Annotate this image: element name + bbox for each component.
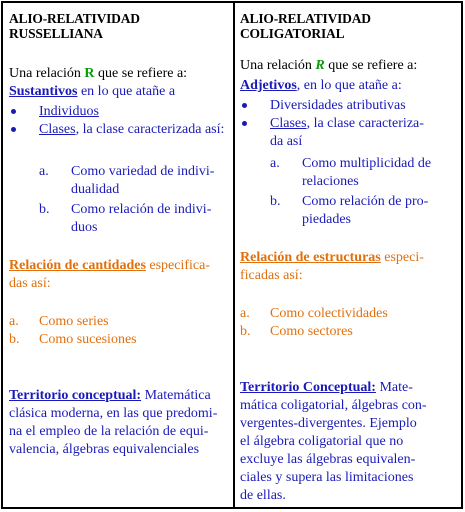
right-territory: [240, 379, 454, 505]
left-bullet-clases-text: [39, 121, 227, 139]
right-column: [235, 3, 461, 507]
right-kind-label: Adjetivos: [240, 78, 297, 93]
right-sub-a-line1: Como multiplicidad de: [302, 156, 432, 171]
right-kind-line: [240, 77, 454, 95]
left-territory-label: Territorio conceptual:: [9, 388, 142, 403]
left-bullet-list: [9, 103, 227, 139]
right-territory-l4: el álgebra coligatorial que no: [240, 434, 404, 449]
left-sublist: [9, 163, 227, 237]
left-bullet-clases-rest: , la clase caracterizada así:: [75, 122, 225, 137]
list-item: [240, 193, 454, 229]
right-list: [240, 305, 454, 341]
list-item: [240, 323, 454, 341]
left-territory-l2: clásica moderna, en las que predomi-: [9, 406, 218, 421]
bullet-dot-icon: [11, 127, 16, 132]
list-item: [9, 201, 227, 237]
left-sub-a-line1: Como variedad de indivi-: [71, 164, 215, 179]
right-bullet-clases-l2: da así: [270, 134, 303, 149]
left-kind-rest: en lo que atañe a: [77, 84, 176, 99]
bullet-dot-icon: [242, 121, 247, 126]
left-sub-a-line2: dualidad: [71, 182, 120, 197]
bullet-dot-icon: [11, 109, 16, 114]
right-sub-a-line2: relaciones: [302, 174, 359, 189]
right-sub-b: [302, 193, 454, 229]
comparison-table: [1, 1, 463, 509]
right-intro-pre: Una relación: [240, 58, 316, 73]
left-column: [3, 3, 235, 507]
list-item: [240, 115, 454, 151]
left-section-rest-l1: especifica-: [145, 258, 211, 273]
left-bullet-individuos: Individuos: [39, 104, 99, 119]
left-sub-b-marker: b.: [39, 202, 50, 217]
left-intro-post: que se refiere a:: [94, 66, 188, 81]
right-list-b-marker: b.: [240, 324, 251, 339]
left-sub-b-line1: Como relación de indivi-: [71, 202, 212, 217]
right-list-a: Como colectividades: [270, 306, 388, 321]
left-intro-pre: Una relación: [9, 66, 85, 81]
bullet-dot-icon: [242, 103, 247, 108]
right-sub-a-marker: a.: [270, 156, 280, 171]
right-bullet-clases: Clases: [270, 116, 307, 131]
left-title: [9, 11, 227, 41]
list-item: [9, 163, 227, 199]
right-sub-b-line1: Como relación de pro-: [302, 194, 429, 209]
right-section-label: Relación de estructuras: [240, 250, 381, 265]
right-bullet-diversidades: Diversidades atributivas: [270, 98, 406, 113]
right-territory-l6: ciales y supera las limitaciones: [240, 470, 414, 485]
right-territory-label: Territorio Conceptual:: [240, 380, 376, 395]
left-list: [9, 313, 227, 349]
left-section: [9, 257, 227, 293]
right-bullet-list: [240, 97, 454, 151]
list-item: [240, 155, 454, 191]
list-item: [9, 331, 227, 349]
right-territory-l3: vergentes-divergentes. Ejemplo: [240, 416, 417, 431]
left-section-rest-l2: das así:: [9, 276, 51, 291]
right-section: [240, 249, 454, 285]
right-title-line1: ALIO-RELATIVIDAD: [240, 11, 371, 26]
left-territory-l1: Matemática: [141, 388, 211, 403]
left-bullet-clases: Clases: [39, 122, 76, 137]
right-sub-b-marker: b.: [270, 194, 281, 209]
left-list-a-marker: a.: [9, 314, 19, 329]
right-bullet-clases-l1: , la clase caracteriza-: [306, 116, 424, 131]
left-title-line1: ALIO-RELATIVIDAD: [9, 11, 140, 26]
left-section-label: Relación de cantidades: [9, 258, 146, 273]
left-territory: [9, 387, 227, 459]
right-sub-b-line2: piedades: [302, 212, 351, 227]
left-sub-a: [71, 163, 227, 199]
list-item: [9, 121, 227, 139]
list-item: [9, 103, 227, 121]
right-intro: [240, 57, 454, 75]
right-territory-l2: mática coligatorial, álgebras con-: [240, 398, 427, 413]
left-territory-l4: valencia, álgebras equivalenciales: [9, 442, 200, 457]
left-sub-b: [71, 201, 227, 237]
left-list-b: Como sucesiones: [39, 332, 137, 347]
right-title-line2: COLIGATORIAL: [240, 26, 345, 41]
right-sublist: [240, 155, 454, 229]
right-list-a-marker: a.: [240, 306, 250, 321]
right-bullet-clases-text: [270, 115, 454, 151]
right-territory-l1: Mate-: [375, 380, 413, 395]
list-item: [240, 97, 454, 115]
left-sub-b-line2: duos: [71, 220, 98, 235]
left-title-line2: RUSSELLIANA: [9, 26, 103, 41]
left-relation-symbol: R: [84, 66, 95, 81]
left-territory-l3: na el empleo de la relación de equi-: [9, 424, 209, 439]
right-territory-l7: de ellas.: [240, 488, 286, 503]
right-relation-symbol: R: [315, 58, 325, 73]
left-sub-a-marker: a.: [39, 164, 49, 179]
left-list-a: Como series: [39, 314, 109, 329]
right-sub-a: [302, 155, 454, 191]
right-list-b: Como sectores: [270, 324, 353, 339]
list-item: [240, 305, 454, 323]
right-title: [240, 11, 454, 41]
right-kind-rest: , en lo que atañe a:: [296, 78, 402, 93]
right-section-rest-l1: especi-: [380, 250, 424, 265]
right-intro-post: que se refiere a:: [324, 58, 418, 73]
left-intro: [9, 65, 227, 83]
right-section-rest-l2: ficadas así:: [240, 268, 303, 283]
left-kind-label: Sustantivos: [9, 84, 78, 99]
left-list-b-marker: b.: [9, 332, 20, 347]
right-territory-l5: excluye las álgebras equivalen-: [240, 452, 416, 467]
left-kind-line: [9, 83, 227, 101]
list-item: [9, 313, 227, 331]
